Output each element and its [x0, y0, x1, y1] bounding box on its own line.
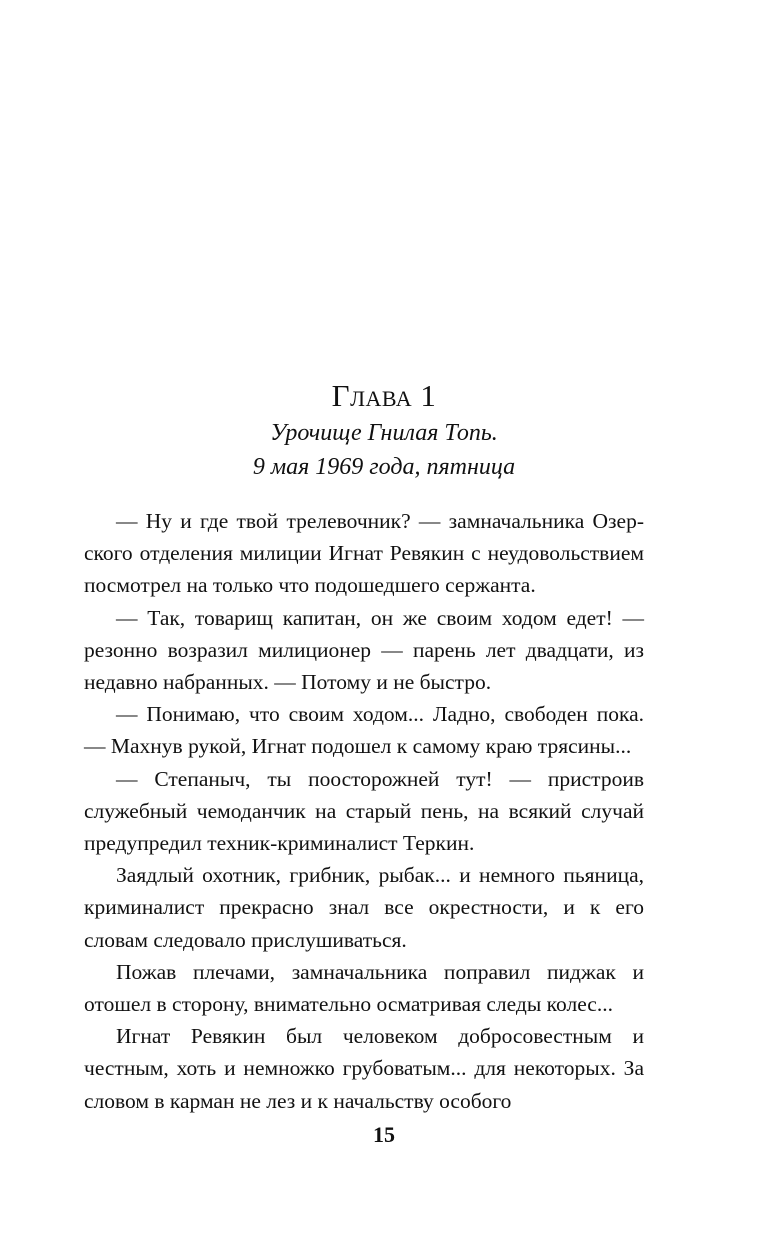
page-number: 15: [373, 1122, 395, 1147]
paragraph: — Степаныч, ты поосторожней тут! — пристроив служебный чемоданчик на старый пень, на всякий случай предупредил техник-криминалист Теркин.: [84, 766, 644, 856]
paragraph: Заядлый охотник, грибник, рыбак... и немного пьяница, криминалист прекрасно знал все окрестности, и к его словам следовало прислушиваться.: [84, 863, 644, 952]
chapter-heading: [0, 376, 768, 484]
paragraph: — Так, товарищ капитан, он же своим ходом едет! — резонно возразил милиционер — парень лет двадцати, из недавно набранных. — Потому и не быстро.: [84, 605, 644, 695]
body-text: [84, 505, 644, 1117]
chapter-title: Глава 1: [331, 378, 437, 413]
paragraph: Пожав плечами, замначальника поправил пиджак и отошел в сторону, внимательно осматривая следы колес...: [84, 959, 644, 1017]
paragraph: Игнат Ревякин был человеком добросовестным и честным, хоть и немножко грубоватым... для некоторых. За словом в карман не лез и к начальству особого: [84, 1024, 644, 1113]
chapter-subtitle-location: Урочище Гнилая Топь.: [270, 420, 498, 446]
paragraph: — Ну и где твой трелевочник? — замначальника Озерского отделения милиции Игнат Ревякин с неудовольствием посмотрел на только что подошедшего сержанта.: [84, 509, 644, 598]
paragraph: — Понимаю, что своим ходом... Ладно, свободен пока. — Махнув рукой, Игнат подошел к самому краю трясины...: [84, 702, 644, 759]
chapter-subtitle-date: 9 мая 1969 года, пятница: [252, 454, 516, 480]
